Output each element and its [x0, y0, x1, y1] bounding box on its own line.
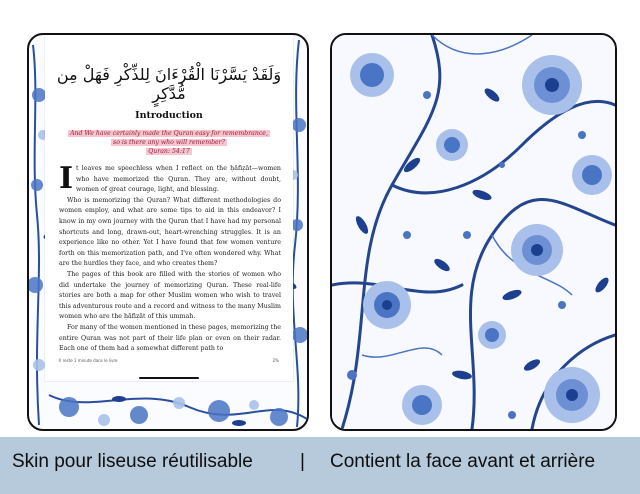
drop-cap: I	[59, 161, 74, 196]
arabic-verse: وَلَقَدْ يَسَّرْنَا الْقُرْءَانَ لِلذِّكْرِ فَهَلْ مِن مُّدَّكِرٍ	[56, 65, 282, 103]
ereader-screen	[45, 35, 293, 381]
quote-reference: Quran: 54:17	[148, 148, 190, 155]
paragraph: For many of the women mentioned in these pages, memorizing the entire Quran was not part of their life plan or even on their radar. Each one of them had a somewhat different path to	[59, 323, 281, 353]
highlighted-quote	[45, 129, 293, 156]
paragraph: The pages of this book are filled with the stories of women who did undertake the journey of memorizing Quran. These real-life stories are both a map for other Muslim women who wish to travel this adventurous route and a record and witness to the many Muslim women who are the ḥāfiẓāt of this ummah.	[59, 270, 281, 321]
caption-front-back: Contient la face avant et arrière	[330, 451, 596, 472]
front-skin	[27, 33, 309, 431]
paragraph: Who is memorizing the Quran? What different methodologies do women employ, and what are some tips to aid in this endeavor? I know in my own journey with the Quran that I have had my personal shortcuts and long, drawn-out, heart-wrenching struggles. It is an experience like no other. Yet I have found that few women venture forth on this memorization path, and I've often wondered why. What are the hurdles they face, and who creates them?	[59, 196, 281, 268]
home-indicator-bar	[139, 377, 199, 379]
caption-banner	[0, 437, 640, 494]
book-body-text	[59, 161, 281, 355]
caption-reusable-skin: Skin pour liseuse réutilisable	[12, 451, 253, 472]
quote-line-1: And We have certainly made the Quran easy for remembrance,	[70, 130, 268, 137]
back-skin	[330, 33, 617, 431]
floral-pattern-back	[332, 35, 615, 429]
reading-time-left: Il reste 1 minute dans le livre	[59, 358, 118, 363]
caption-divider: |	[300, 451, 305, 472]
reading-progress-percent: 2%	[272, 358, 279, 363]
paragraph: It leaves me speechless when I reflect on the ḥāfiẓāt—women who have memorized the Quran. They are, without doubt, women of great courage, light, and blessing.	[59, 161, 281, 196]
chapter-title: Introduction	[135, 110, 203, 121]
quote-line-2: so is there any who will remember?	[113, 139, 225, 146]
